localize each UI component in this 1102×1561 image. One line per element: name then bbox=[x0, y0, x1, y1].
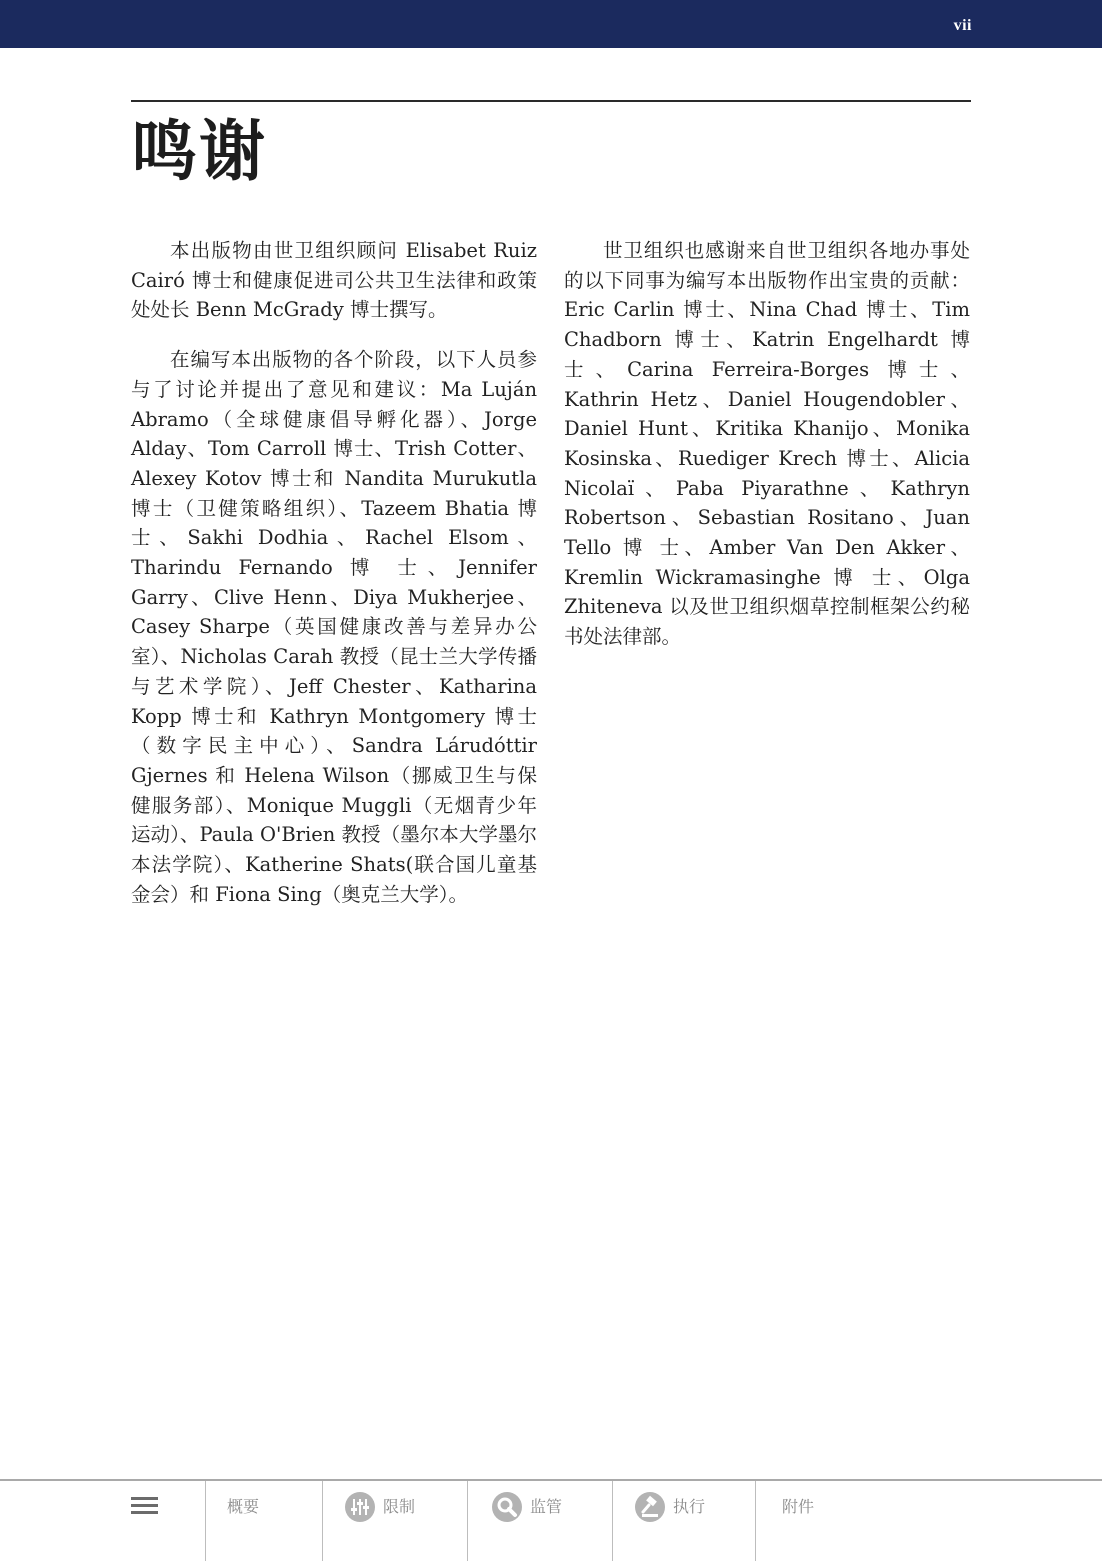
paragraph: 在编写本出版物的各个阶段，以下人员参与了讨论并提出了意见和建议：Ma Luján Abramo（全球健康倡导孵化器）、Jorge Alday、Tom Carroll 博士、Trish Cotter、Alexey Kotov 博士和 Nandita Murukutla 博士（卫健策略组织）、Tazeem Bhatia 博 士、Sakhi Dodhia、Rachel Elsom、Tharindu Fernando 博 士、Jennifer Garry、Clive Henn、Diya Mukherjee、Casey Sharpe（英国健康改善与差异办公室）、Nicholas Carah 教授（昆士兰大学传播与艺术学院）、Jeff Chester、Katharina Kopp 博士和 Kathryn Montgomery 博士（数字民主中心）、Sandra Lárudóttir Gjernes 和 Helena Wilson（挪威卫生与保健服务部）、Monique Muggli（无烟青少年运动）、Paula O'Brien 教授（墨尔本大学墨尔本法学院）、Katherine Shats(联合国儿童基金会）和 Fiona Sing（奥克兰大学）。 bbox=[131, 348, 537, 906]
bottom-nav bbox=[0, 1479, 1102, 1561]
paragraph: 世卫组织也感谢来自世卫组织各地办事处的以下同事为编写本出版物作出宝贵的贡献：Eric Carlin 博士、Nina Chad 博士、Tim Chadborn 博士、Katrin Engelhardt 博士、Carina Ferreira-Borges 博士、Kathrin Hetz、Daniel Hougendobler、Daniel Hunt、Kritika Khanijo、Monika Kosinska、Ruediger Krech 博士、Alicia Nicolaï、Paba Piyarathne、Kathryn Robertson、Sebastian Rositano、Juan Tello 博 士、Amber Van Den Akker、Kremlin Wickramasinghe 博 士、Olga Zhiteneva 以及世卫组织烟草控制框架公约秘书处法律部。 bbox=[564, 239, 970, 649]
nav-item-label: 执行 bbox=[673, 1497, 706, 1516]
sliders-icon bbox=[345, 1492, 375, 1522]
paragraph: 本出版物由世卫组织顾问 Elisabet Ruiz Cairó 博士和健康促进司公共卫生法律和政策处处长 Benn McGrady 博士撰写。 bbox=[131, 239, 537, 322]
page-title: 鸣谢 bbox=[131, 113, 267, 190]
header-bar bbox=[0, 0, 1102, 48]
right-column bbox=[564, 236, 970, 672]
nav-item-enforcement[interactable] bbox=[612, 1481, 756, 1561]
nav-item-regulation[interactable] bbox=[467, 1481, 613, 1561]
nav-item-annex[interactable] bbox=[755, 1481, 1102, 1561]
gavel-icon bbox=[635, 1492, 665, 1522]
page-number: vii bbox=[953, 17, 972, 34]
title-divider bbox=[131, 100, 971, 102]
nav-item-label: 限制 bbox=[383, 1497, 416, 1516]
nav-item-restrictions[interactable] bbox=[322, 1481, 468, 1561]
nav-item-label: 监管 bbox=[530, 1497, 563, 1516]
nav-item-label: 附件 bbox=[782, 1497, 815, 1516]
magnifier-icon bbox=[492, 1492, 522, 1522]
left-column bbox=[131, 236, 537, 929]
nav-item-label: 概要 bbox=[227, 1497, 260, 1516]
nav-item-summary[interactable] bbox=[205, 1481, 323, 1561]
hamburger-menu-icon[interactable] bbox=[131, 1497, 158, 1517]
